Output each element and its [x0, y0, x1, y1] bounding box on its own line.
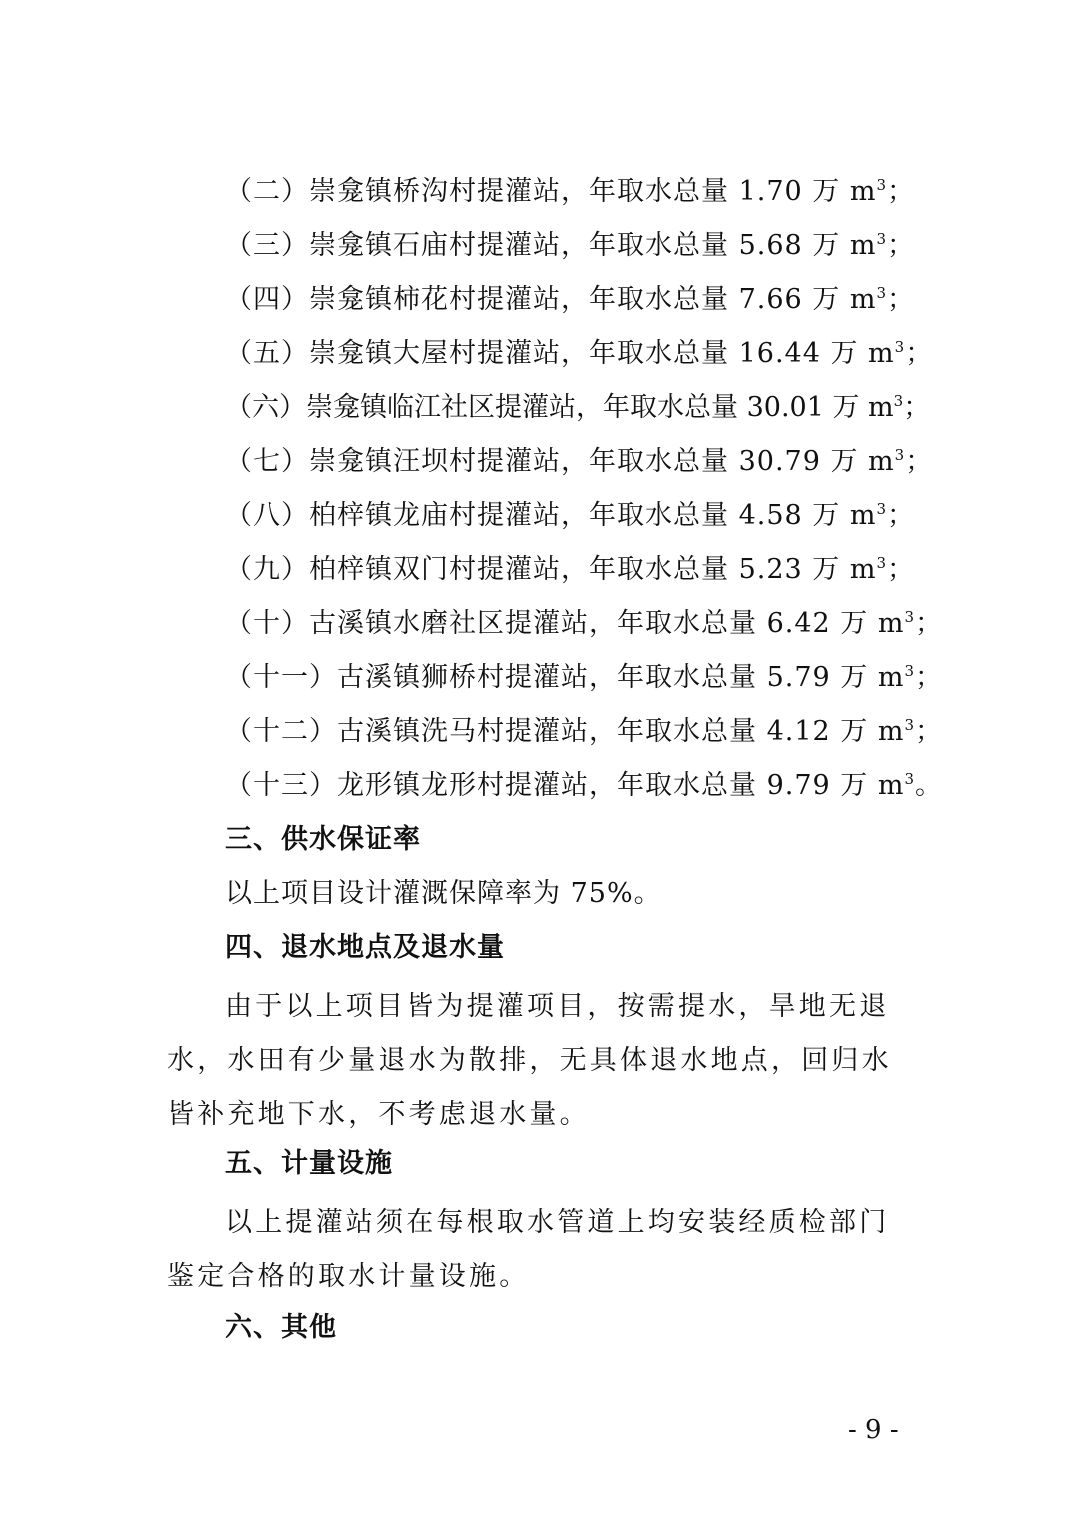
section-heading-metering: 五、计量设施 [225, 1148, 393, 1179]
section-text-metering: 以上提灌站须在每根取水管道上均安装经质检部门鉴定合格的取水计量设施。 [167, 1207, 890, 1292]
station-line-5: （五）崇龛镇大屋村提灌站，年取水总量 16.44 万 $m^3$； [225, 338, 934, 369]
section-heading-supply-guarantee: 三、供水保证率 [225, 824, 421, 855]
station-line-4: （四）崇龛镇柿花村提灌站，年取水总量 7.66 万 $m^3$； [225, 284, 916, 315]
station-line-6: （六）崇龛镇临江社区提灌站，年取水总量 30.01 万 $m^3$； [225, 392, 931, 423]
station-line-11: （十一）古溪镇狮桥村提灌站，年取水总量 5.79 万 $m^3$； [225, 662, 944, 693]
section-heading-other: 六、其他 [225, 1312, 337, 1343]
station-line-3: （三）崇龛镇石庙村提灌站，年取水总量 5.68 万 $m^3$； [225, 230, 916, 261]
station-line-2: （二）崇龛镇桥沟村提灌站，年取水总量 1.70 万 $m^3$； [225, 176, 916, 207]
section-heading-drainage: 四、退水地点及退水量 [225, 932, 505, 963]
station-line-13: （十三）龙形镇龙形村提灌站，年取水总量 9.79 万 $m^3$。 [225, 770, 944, 801]
section-text-supply-guarantee: 以上项目设计灌溉保障率为 75%。 [225, 878, 662, 909]
station-line-12: （十二）古溪镇洗马村提灌站，年取水总量 4.12 万 $m^3$； [225, 716, 944, 747]
section-text-drainage: 由于以上项目皆为提灌项目，按需提水，旱地无退水，水田有少量退水为散排，无具体退水地点，回归水皆补充地下水，不考虑退水量。 [167, 991, 892, 1130]
station-line-8: （八）柏梓镇龙庙村提灌站，年取水总量 4.58 万 $m^3$； [225, 500, 916, 531]
station-line-9: （九）柏梓镇双门村提灌站，年取水总量 5.23 万 $m^3$； [225, 554, 916, 585]
page-number: - 9 - [848, 1415, 899, 1445]
station-line-10: （十）古溪镇水磨社区提灌站，年取水总量 6.42 万 $m^3$； [225, 608, 944, 639]
station-line-7: （七）崇龛镇汪坝村提灌站，年取水总量 30.79 万 $m^3$； [225, 446, 934, 477]
